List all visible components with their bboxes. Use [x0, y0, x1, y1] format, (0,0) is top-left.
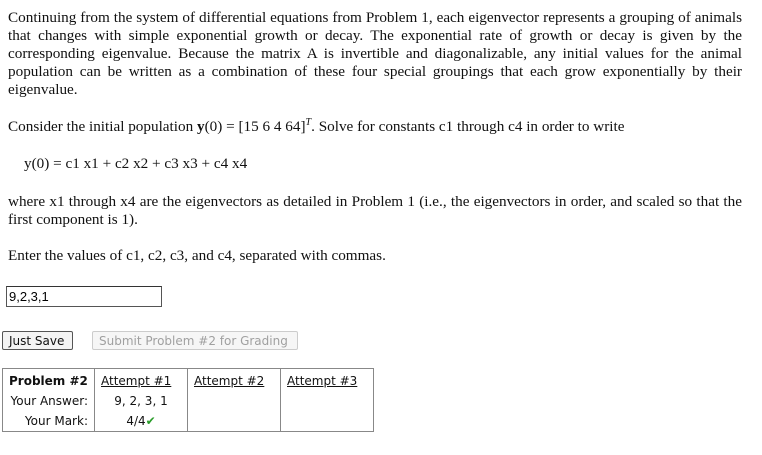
results-header-row — [3, 369, 374, 392]
just-save-button[interactable]: Just Save — [2, 331, 73, 350]
consider-prefix: Consider the initial population — [8, 118, 194, 135]
your-answer-label: Your Answer: — [3, 391, 95, 411]
attempt-3-answer — [281, 391, 374, 411]
attempt-2-answer — [188, 391, 281, 411]
your-mark-row — [3, 411, 374, 432]
where-text: where x1 through x4 are the eigenvectors as detailed in Problem 1 (i.e., the eigenvectors in order, and scaled so that the first component is 1). — [8, 193, 742, 228]
consider-suffix: . Solve for constants c1 through c4 in order to write — [311, 118, 625, 135]
attempt-1-link[interactable]: Attempt #1 — [95, 369, 188, 392]
attempt-1-answer: 9, 2, 3, 1 — [95, 391, 188, 411]
initial-vector: [15 6 4 64] — [238, 118, 306, 135]
problem-header: Problem #2 — [3, 369, 95, 392]
checkmark-icon: ✔ — [145, 414, 156, 428]
your-answer-row — [3, 391, 374, 411]
problem-intro: Continuing from the system of differential equations from Problem 1, each eigenvector represents a grouping of animals that changes with simple exponential growth or decay. The exponential rate of growth or decay is given by the corresponding eigenvalue. Because the matrix A is invertible and diagonalizable, any initial values for the animal population can be written as a combination of these four special groupings that each grow exponentially by their eigenvalue. — [8, 9, 742, 98]
your-mark-label: Your Mark: — [3, 411, 95, 432]
attempt-1-mark-value: 4/4 — [126, 414, 146, 428]
equation: y(0) = c1 x1 + c2 x2 + c3 x3 + c4 x4 — [24, 155, 248, 172]
consider-line: Consider the initial population y(0) = [15 6 4 64]$^T$. Solve for constants c1 through c4 in order to write — [8, 116, 625, 135]
attempt-2-link[interactable]: Attempt #2 — [188, 369, 281, 392]
answer-input[interactable] — [6, 286, 162, 307]
submit-for-grading-button[interactable]: Submit Problem #2 for Grading — [92, 331, 298, 350]
attempt-3-mark — [281, 411, 374, 432]
instruction-text: Enter the values of c1, c2, c3, and c4, separated with commas. — [8, 247, 386, 264]
attempt-1-mark — [95, 411, 188, 432]
attempt-3-link[interactable]: Attempt #3 — [281, 369, 374, 392]
attempt-2-mark — [188, 411, 281, 432]
results-table — [2, 368, 374, 432]
